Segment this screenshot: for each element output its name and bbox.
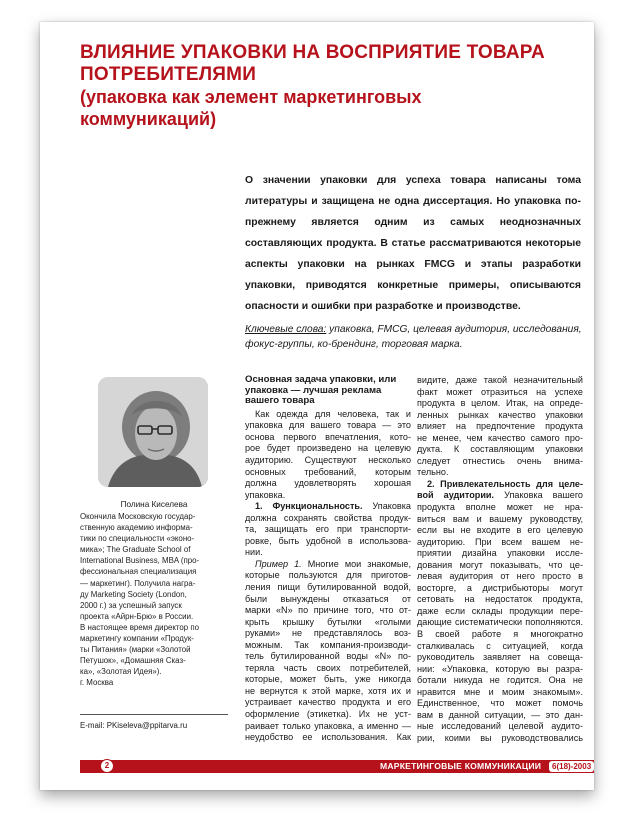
author-bio-line: ка», «Золотая Идея»). xyxy=(80,667,162,677)
body-line: дования могут показывать, что це- xyxy=(417,559,583,570)
body-line: Единственное, что может помочь xyxy=(417,698,583,709)
body-line: упаковка. xyxy=(245,489,286,500)
author-bio-line: г. Москва xyxy=(80,678,114,688)
body-line: приятии дизайна упаковки иссле- xyxy=(417,548,583,559)
author-bio-line: — маркетинг). Получила награ- xyxy=(80,578,196,588)
issue-badge: 6(18)-2003 xyxy=(549,761,594,772)
body-line: левая аудитория от него просто в xyxy=(417,571,583,582)
body-line: рии, коими вы руководствовались xyxy=(417,732,583,743)
point-2-label: вой аудитории. xyxy=(417,490,495,501)
body-column-left xyxy=(245,375,411,744)
author-email[interactable]: E-mail: PKiseleva@ppitarva.ru xyxy=(80,721,188,730)
body-line: ленных рынках качество упаковки xyxy=(417,409,583,420)
body-line: нравится мне и моим знакомым». xyxy=(417,686,583,697)
author-bio-line: тики по специальности «эконо- xyxy=(80,534,195,544)
keywords-label: Ключевые слова: xyxy=(245,324,327,335)
body-line: продукта вполне может не нра- xyxy=(417,502,583,513)
author-divider xyxy=(80,714,228,715)
author-bio-line: Окончила Московскую государ- xyxy=(80,512,196,521)
body-line: оформление (этикетка). Их не уст- xyxy=(245,709,411,719)
body-line: неудобство ее использования. Как xyxy=(245,732,411,743)
body-line: аудиторию. При всем вашем не- xyxy=(417,536,583,547)
body-line: руками» не представлялось воз- xyxy=(245,628,411,639)
body-line: марки «N» по причине того, что от- xyxy=(245,605,411,616)
article-lead: О значении упаковки для успеха товара написаны тома литературы и защищена не одна диссертация. Но упаковка по-прежнему является одним из самых неоднозначных составляющих продукта. В статье рассматриваются некоторые аспекты упаковки на рынках FMCG и этапы разработки упаковки, приводятся конкретные примеры, описываются опасности и ошибки при разработке и производстве. xyxy=(245,175,581,312)
example-1-label: Пример 1. xyxy=(255,558,302,569)
author-bio-line: International Business, MBA (про- xyxy=(80,556,200,566)
title-line-1: ВЛИЯНИЕ УПАКОВКИ НА ВОСПРИЯТИЕ ТОВАРА xyxy=(80,42,545,63)
body-line: если вы не входите в его целевую xyxy=(417,525,583,536)
author-bio-line: ственную академию информа- xyxy=(80,523,193,533)
author-bio-line: 2000 г.) за успешный запуск xyxy=(80,600,182,610)
body-line: не менее, чем качество самого про- xyxy=(417,432,583,443)
body-line: аудиторию. Существуют несколько xyxy=(245,454,411,465)
body-line: влияет на предпочтение продукта xyxy=(417,421,583,432)
title-line-2: ПОТРЕБИТЕЛЯМИ xyxy=(80,64,257,85)
example-1-text: Многие мои знакомые, xyxy=(301,558,411,569)
author-bio-line: В настоящее время директор по xyxy=(80,622,200,632)
body-line: тельно. xyxy=(417,467,449,478)
body-line: ные исследований целевой аудито- xyxy=(417,721,583,732)
author-portrait-image xyxy=(98,377,208,487)
point-2-text: Упаковка вашего xyxy=(494,490,583,501)
body-line: ления пищи бутилированной водой, xyxy=(245,581,411,592)
keywords xyxy=(245,322,585,352)
body-line: ровке, быть удобной в использова- xyxy=(245,535,411,546)
author-bio-line: фессиональная специализация xyxy=(80,567,197,577)
body-line: теряла часть своих потребителей, xyxy=(245,662,411,673)
author-bio-line: Петушок», «Домашняя Сказ- xyxy=(80,656,186,666)
body-line: тель бутилированной воды «N» по- xyxy=(245,651,411,662)
body-column-right xyxy=(417,375,583,745)
body-line: крыть крышку бутылки «голыми xyxy=(245,616,411,627)
body-line: не вернутся к этой марке, хотя их и xyxy=(245,685,411,696)
example-1-line xyxy=(245,559,411,571)
body-line: продукта в целом. Итак, на опреде- xyxy=(417,398,583,409)
body-line: которые пользуются для приготов- xyxy=(245,570,411,581)
body-line: упаковка для вашего товара — это xyxy=(245,420,411,431)
body-line: основных требований, которым xyxy=(245,466,411,477)
body-line: нии. xyxy=(245,547,263,558)
title-line-3: (упаковка как элемент маркетинговых xyxy=(80,87,422,107)
body-line: виться вам и вашему руководству, xyxy=(417,513,583,524)
body-line: раивает только упаковка, а именно — xyxy=(245,720,411,731)
body-line: рое будет произведено на целевую xyxy=(245,443,411,454)
title-line-4: коммуникаций) xyxy=(80,109,217,129)
page-number: 2 xyxy=(100,759,114,773)
body-line: которые, может быть, уже никогда xyxy=(245,674,411,685)
article-title xyxy=(80,42,580,130)
body-line: должна сохранять свойства продук- xyxy=(245,512,411,523)
magazine-page xyxy=(40,22,594,790)
keywords-text: упаковка, FMCG, целевая аудитория, исследования, фокус-группы, ко-брендинг, торговая марка. xyxy=(245,324,582,350)
body-line: В своей работе я многократно xyxy=(417,629,583,640)
author-bio-line: ты Питания» (марки «Золотой xyxy=(80,645,191,655)
body-line: можным. Так компания-производи- xyxy=(245,639,411,650)
body-line: Как одежда для человека, так и xyxy=(255,408,411,419)
body-line: основа первого впечатления, кото- xyxy=(245,431,411,442)
body-line: восторге, а дистрибьюторы могут xyxy=(417,582,583,593)
body-line: должна удовлетворять хорошая xyxy=(245,478,411,489)
body-line: руководитель заявляет на совеща- xyxy=(417,652,583,663)
point-1-text: Упаковка xyxy=(362,501,411,512)
body-line: следует отнестись очень внима- xyxy=(417,455,583,466)
author-photo xyxy=(98,377,208,487)
point-1-label: 1. Функциональность. xyxy=(255,501,363,512)
journal-name: МАРКЕТИНГОВЫЕ КОММУНИКАЦИИ xyxy=(380,761,542,771)
body-line: даже если склады продукции пере- xyxy=(417,605,583,616)
body-line: факт может отразиться на успехе xyxy=(417,386,583,397)
point-1-line xyxy=(245,501,411,513)
point-2-line xyxy=(417,490,583,502)
body-line: были вынуждены отказаться от xyxy=(245,593,411,604)
body-line: сетовать на недостаток продукта, xyxy=(417,594,583,605)
body-line: нии: «Упаковка, которую вы разра- xyxy=(417,663,583,674)
body-line: сталкивалась с ситуацией, когда xyxy=(417,640,583,651)
body-line: видите, даже такой незначительный xyxy=(417,375,583,385)
body-line: та, защищать его при транспорти- xyxy=(245,524,411,535)
author-bio-line: мика»; The Graduate School of xyxy=(80,545,191,555)
body-line: ботали никуда не годится. Она не xyxy=(417,675,583,686)
body-line: дающие систематически пополняются. xyxy=(417,617,583,628)
body-line: дукта. К составляющим упаковки xyxy=(417,444,583,455)
body-line: устраивает качество продукта и его xyxy=(245,697,411,708)
body-line: вам в данной ситуации, — это дан- xyxy=(417,709,583,720)
author-bio xyxy=(80,511,228,689)
author-bio-line: маркетингу компании «Продук- xyxy=(80,634,194,644)
author-bio-line: проекта «Айрн-Брю» в России. xyxy=(80,611,194,621)
author-bio-line: ду Marketing Society (London, xyxy=(80,589,187,599)
point-2-label-line: 2. Привлекательность для целе- xyxy=(427,478,583,489)
section-heading: Основная задача упаковки, или упаковка — лучшая реклама вашего товара xyxy=(245,374,397,407)
author-name: Полина Киселева xyxy=(120,500,188,509)
